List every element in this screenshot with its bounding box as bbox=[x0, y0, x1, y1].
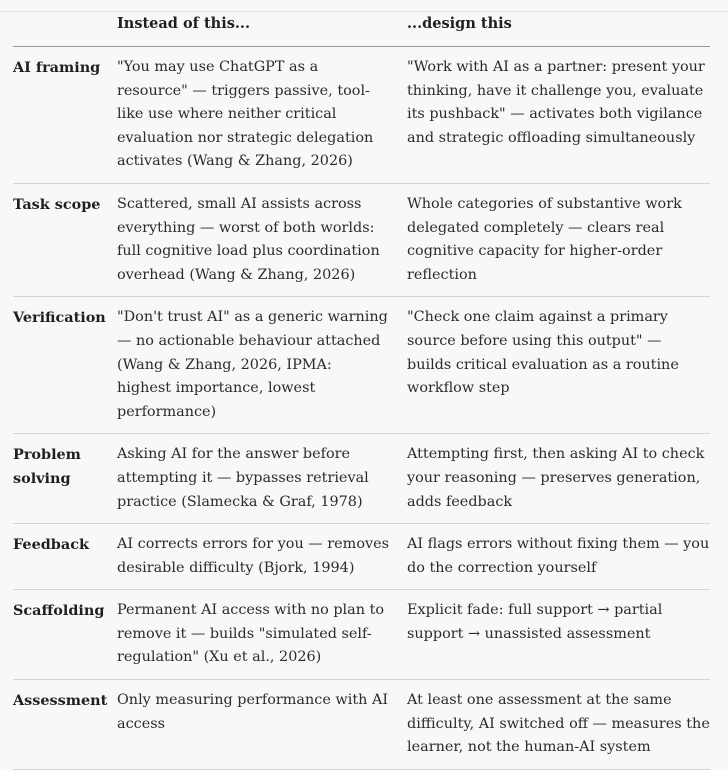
table-row bbox=[13, 183, 710, 296]
table-row bbox=[13, 297, 710, 434]
row-label: Task scope bbox=[13, 183, 117, 296]
table-row bbox=[13, 524, 710, 590]
instead-cell: Only measuring performance with AI access bbox=[117, 680, 407, 770]
instead-cell: AI corrects errors for you — removes desirable difficulty (Bjork, 1994) bbox=[117, 524, 407, 590]
table-row bbox=[13, 680, 710, 770]
row-label: Assessment bbox=[13, 680, 117, 770]
design-cell: Attempting first, then asking AI to check your reasoning — preserves generation, adds feedback bbox=[407, 434, 710, 524]
table-row bbox=[13, 47, 710, 184]
design-cell: At least one assessment at the same difficulty, AI switched off — measures the learner, not the human-AI system bbox=[407, 680, 710, 770]
table-row bbox=[13, 590, 710, 680]
row-label: Feedback bbox=[13, 524, 117, 590]
instead-cell: "Don't trust AI" as a generic warning — no actionable behaviour attached (Wang & Zhang, 2026, IPMA: highest importance, lowest performance) bbox=[117, 297, 407, 434]
row-label: AI framing bbox=[13, 47, 117, 184]
header-instead: Instead of this... bbox=[117, 12, 407, 47]
design-cell: Whole categories of substantive work delegated completely — clears real cognitive capacity for higher-order reflection bbox=[407, 183, 710, 296]
row-label: Scaffolding bbox=[13, 590, 117, 680]
design-cell: Explicit fade: full support → partial support → unassisted assessment bbox=[407, 590, 710, 680]
design-cell: AI flags errors without fixing them — you do the correction yourself bbox=[407, 524, 710, 590]
header-design: ...design this bbox=[407, 12, 710, 47]
instead-cell: "You may use ChatGPT as a resource" — triggers passive, tool-like use where neither critical evaluation nor strategic delegation activates (Wang & Zhang, 2026) bbox=[117, 47, 407, 184]
instead-cell: Asking AI for the answer before attempting it — bypasses retrieval practice (Slamecka & Graf, 1978) bbox=[117, 434, 407, 524]
design-cell: "Work with AI as a partner: present your thinking, have it challenge you, evaluate its pushback" — activates both vigilance and strategic offloading simultaneously bbox=[407, 47, 710, 184]
instead-cell: Scattered, small AI assists across everything — worst of both worlds: full cognitive load plus coordination overhead (Wang & Zhang, 2026) bbox=[117, 183, 407, 296]
comparison-table bbox=[13, 12, 710, 770]
table-header-row bbox=[13, 12, 710, 47]
row-label: Problem solving bbox=[13, 434, 117, 524]
table-row bbox=[13, 434, 710, 524]
header-empty bbox=[13, 12, 117, 47]
instead-cell: Permanent AI access with no plan to remove it — builds "simulated self-regulation" (Xu et al., 2026) bbox=[117, 590, 407, 680]
design-cell: "Check one claim against a primary source before using this output" — builds critical evaluation as a routine workflow step bbox=[407, 297, 710, 434]
row-label: Verification bbox=[13, 297, 117, 434]
